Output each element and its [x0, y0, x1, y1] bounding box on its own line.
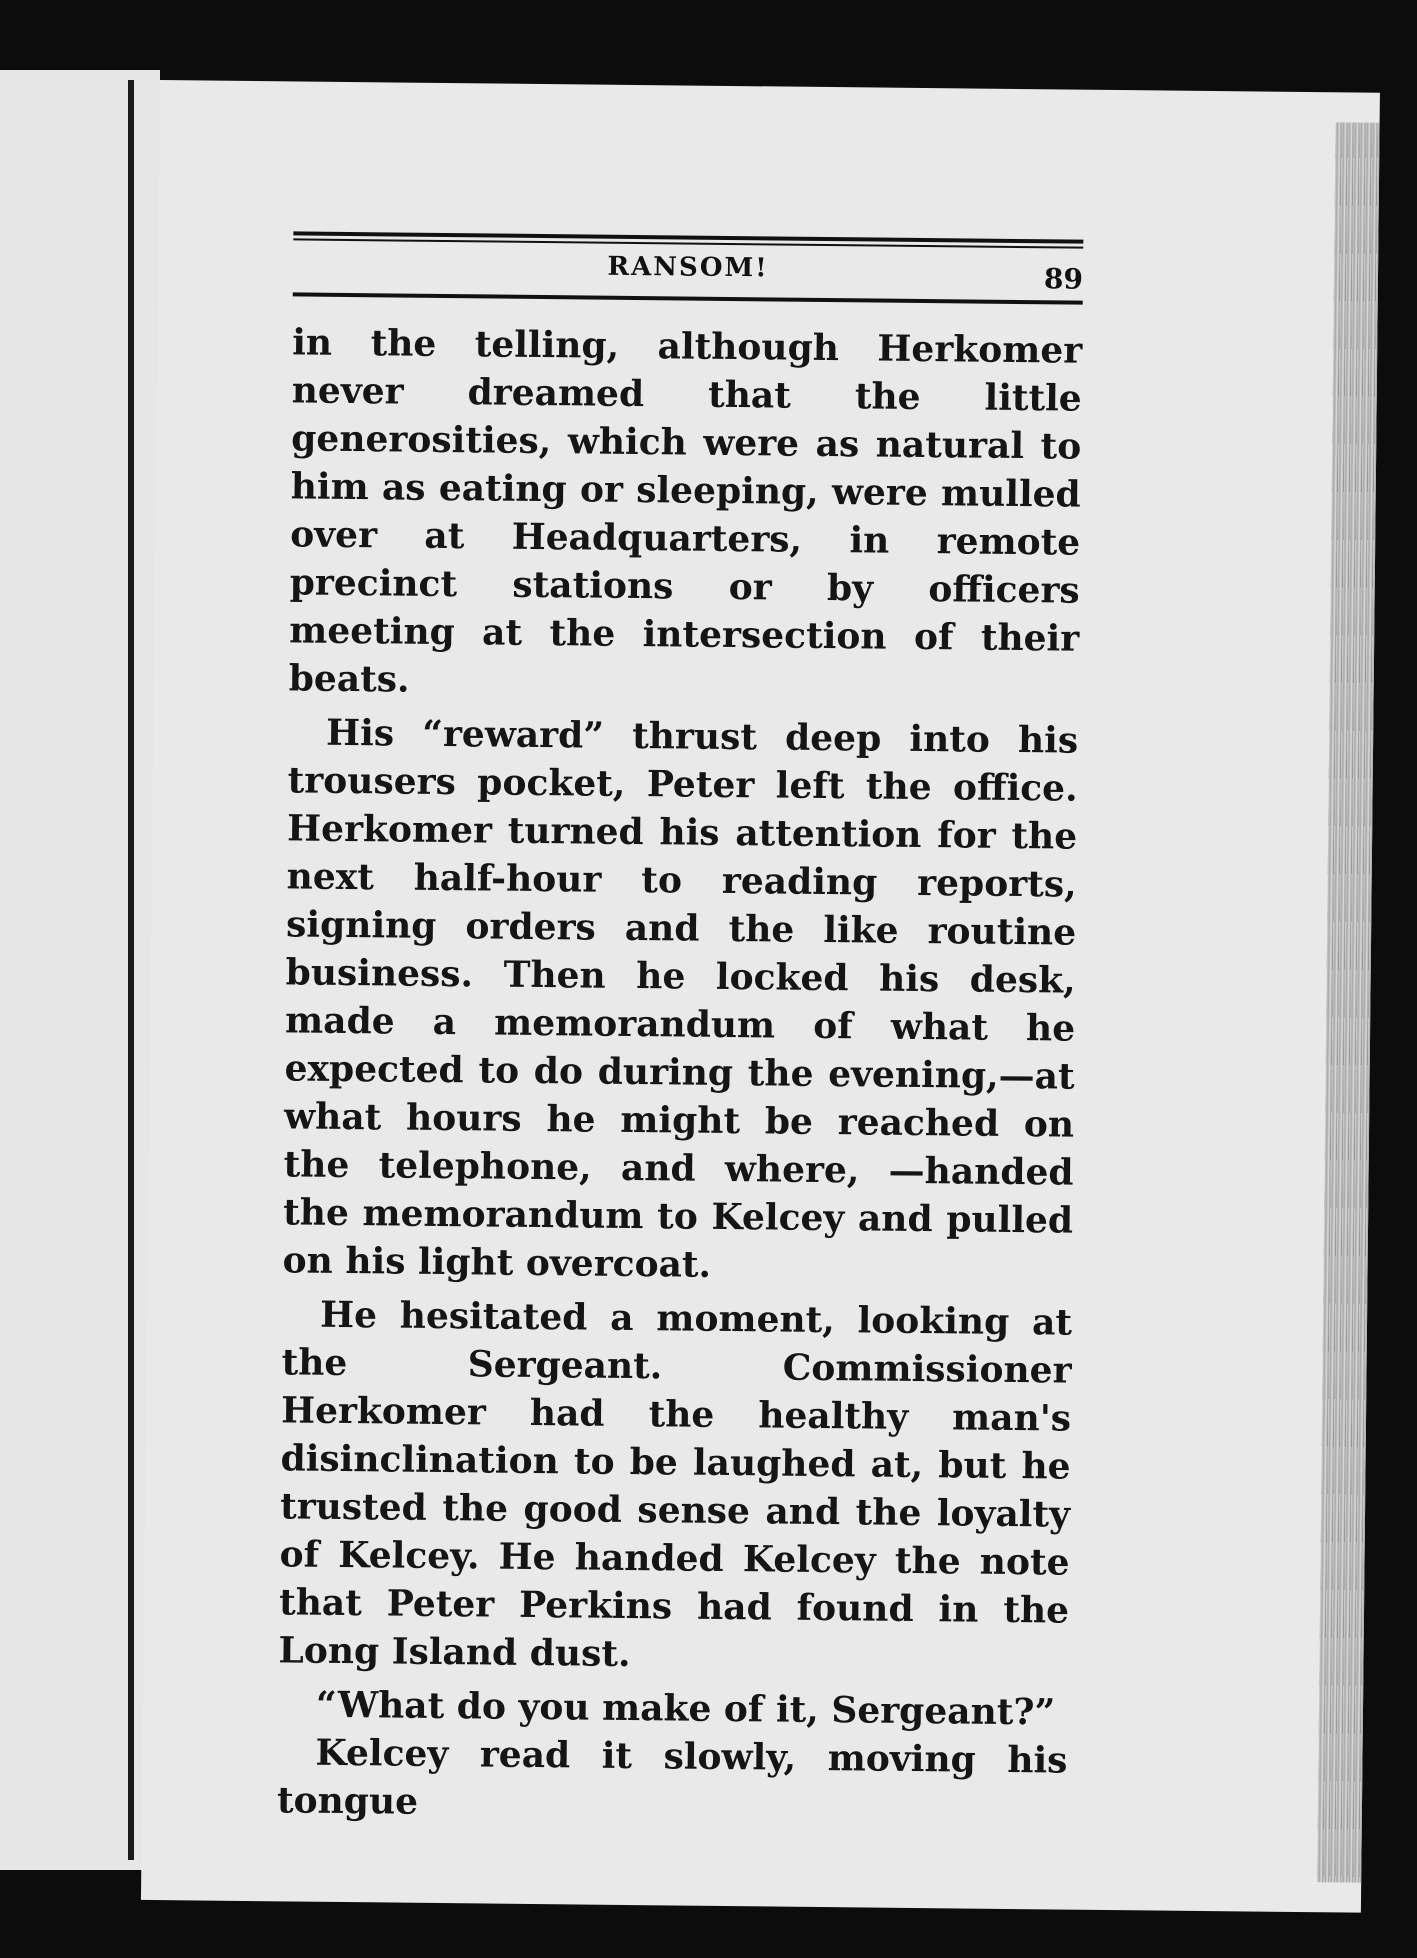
paragraph-dialogue: “What do you make of it, Sergeant?” [315, 1683, 1056, 1734]
paragraph: His “reward” thrust deep into his trousers pocket, Peter left the office. Herkomer turned his attention for the next half-hour to reading reports, signing orders and the like routine business. Then he locked his desk, made a memorandum of what he expected to do during the evening,—at what hours he might be reached on the telephone, and where, —handed the memorandum to Kelcey and pulled on his light overcoat. [282, 711, 1079, 1286]
page-edge [1317, 122, 1379, 1882]
paragraph: He hesitated a moment, looking at the Sergeant. Commissioner Herkomer had the healthy man's disinclination to be laughed at, but he trusted the good sense and the loyalty of Kelcey. He handed Kelcey the note that Peter Perkins had found in the Long Island dust. [278, 1293, 1073, 1676]
header-rule-double [293, 231, 1083, 248]
running-head [293, 248, 1083, 296]
paragraph: Kelcey read it slowly, moving his tongue [276, 1731, 1068, 1823]
paragraph-continued: in the telling, although Herkomer never dreamed that the little generosities, which were as natural to him as eating or sleeping, were mulled over at Headquarters, in remote precinct stations or by officers meeting at the intersection of their beats. [288, 321, 1083, 701]
facing-page [0, 70, 160, 1870]
page-number: 89 [1043, 262, 1084, 296]
running-title: RANSOM! [607, 251, 769, 284]
book-gutter [128, 80, 134, 1860]
page-content [277, 231, 1084, 1832]
book-page [141, 80, 1380, 1913]
